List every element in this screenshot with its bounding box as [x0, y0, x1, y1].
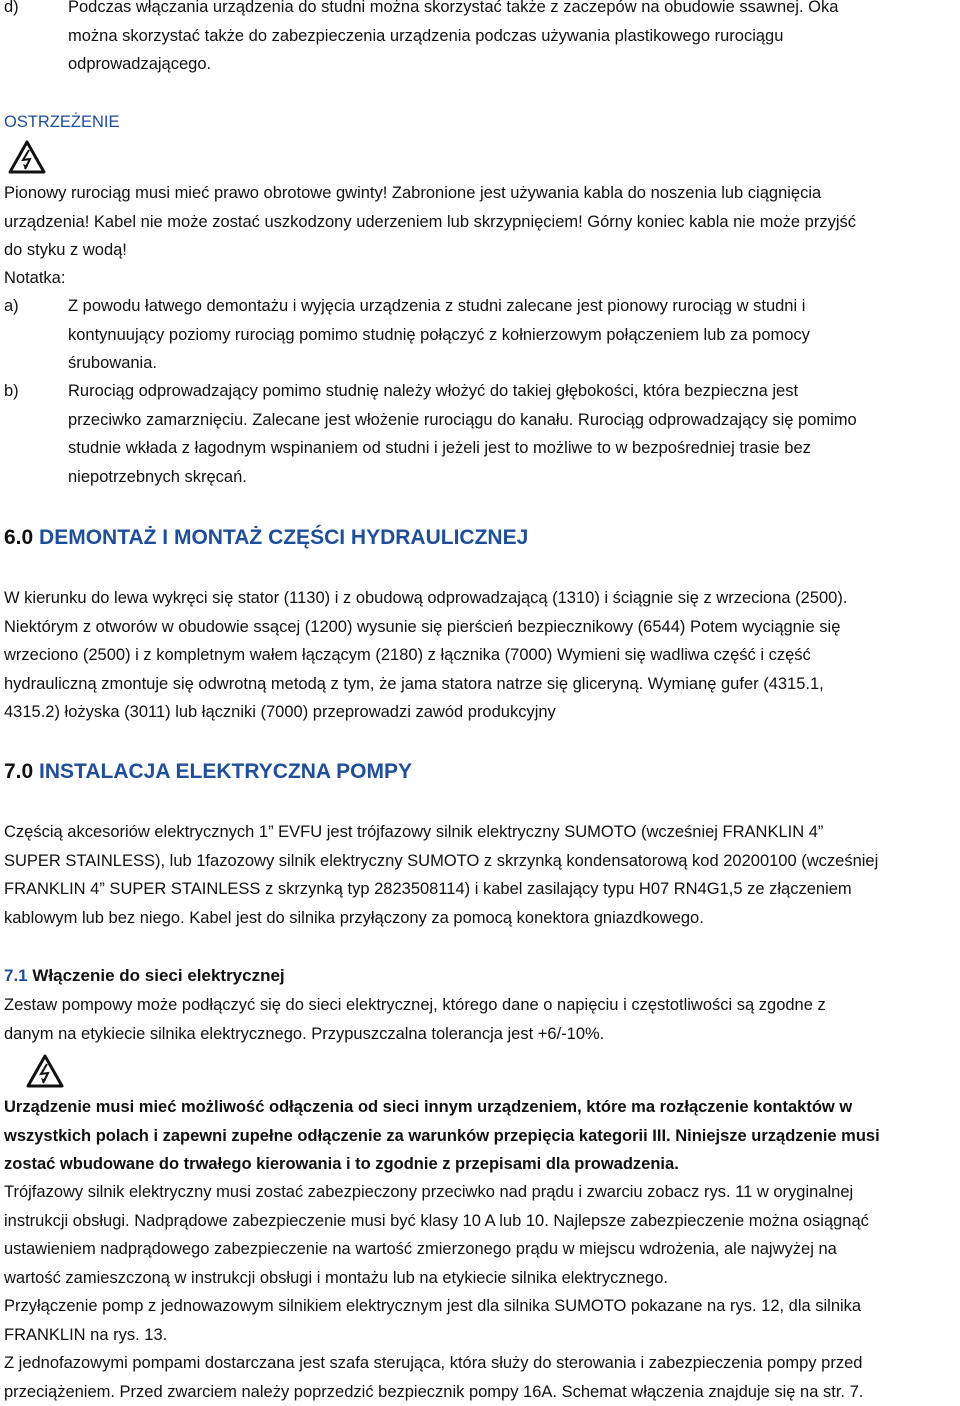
- paragraph-control-box: [4, 1349, 958, 1406]
- text-line: Z powodu łatwego demontażu i wyjęcia urządzenia z studni zalecane jest pionowy rurociąg w studni i: [68, 292, 958, 321]
- bold-warning-text: [4, 1093, 958, 1179]
- text-line: można skorzystać także do zabezpieczenia urządzenia podczas używania plastikowego rurociągu: [68, 22, 958, 51]
- text-line: Z jednofazowymi pompami dostarczana jest szafa sterująca, która służy do sterowania i zabezpieczenia pompy przed: [4, 1349, 958, 1378]
- paragraph-connection: [4, 1292, 958, 1349]
- list-item-a: [38, 292, 958, 378]
- warning-text: [4, 179, 958, 265]
- section-7-heading: [4, 758, 412, 786]
- text-line: śrubowania.: [68, 349, 958, 378]
- text-line: studnie wkłada z łagodnym wspinaniem od studni i jeżeli jest to możliwe to w bezpośredniej trasie bez: [68, 434, 958, 463]
- section-title: Włączenie do sieci elektrycznej: [32, 966, 284, 985]
- text-line: wszystkich polach i zapewni zupełne odłączenie za warunków przepięcia kategorii III. Niniejsze urządzenie musi: [4, 1122, 958, 1151]
- text-line: Rurociąg odprowadzający pomimo studnię należy włożyć do takiej głębokości, która bezpieczna jest: [68, 377, 958, 406]
- section-number: 7.0: [4, 760, 33, 783]
- section-title: DEMONTAŻ I MONTAŻ CZĘŚCI HYDRAULICZNEJ: [39, 526, 528, 549]
- text-line: hydrauliczną zmontuje się odwrotną metodą z tym, że jama statora natrze się gliceryną. Wymianę gufer (4315.1,: [4, 670, 958, 699]
- list-label: d): [4, 0, 19, 22]
- text-line: FRANKLIN na rys. 13.: [4, 1321, 958, 1350]
- section-6-heading: [4, 524, 528, 552]
- text-line: FRANKLIN 4” SUPER STAINLESS z skrzynką typ 2823508114) i kabel zasilający typu H07 RN4G1,5 ze złączeniem: [4, 875, 958, 904]
- section-number: 7.1: [4, 966, 28, 985]
- text-line: W kierunku do lewa wykręci się stator (1130) i z obudową odprowadzającą (1310) i ściągnie się z wrzeciona (2500).: [4, 584, 958, 613]
- text-line: kontynuujący poziomy rurociąg pomimo studnię połączyć z kołnierzowym połączeniem lub za pomocy: [68, 321, 958, 350]
- high-voltage-warning-icon: [8, 140, 46, 174]
- text-line: Podczas włączania urządzenia do studni można skorzystać także z zaczepów na obudowie ssawnej. Oka: [68, 0, 958, 22]
- section-title: INSTALACJA ELEKTRYCZNA POMPY: [39, 760, 412, 783]
- text-line: 4315.2) łożyska (3011) lub łączniki (7000) przeprowadzi zawód produkcyjny: [4, 698, 958, 727]
- text-line: SUPER STAINLESS), lub 1fazozowy silnik elektryczny SUMOTO z skrzynką kondensatorową kod 20200100 (wcześniej: [4, 847, 958, 876]
- list-item-d: [38, 0, 958, 79]
- warning-title: OSTRZEŻENIE: [4, 108, 958, 137]
- text-line: danym na etykiecie silnika elektrycznego. Przypuszczalna tolerancja jest +6/-10%.: [4, 1020, 958, 1049]
- text-line: zostać wbudowane do trwałego kierowania i to zgodnie z przepisami dla prowadzenia.: [4, 1150, 958, 1179]
- text-line: Przyłączenie pomp z jednowazowym silnikiem elektrycznym jest dla silnika SUMOTO pokazane na rys. 12, dla silnika: [4, 1292, 958, 1321]
- text-line: wartość zamieszczoną w instrukcji obsługi i montażu lub na etykiecie silnika elektrycznego.: [4, 1264, 958, 1293]
- text-line: Niektórym z otworów w obudowie ssącej (1200) wysunie się pierścień bezpiecznikowy (6544) Potem wyciągnie się: [4, 613, 958, 642]
- text-line: instrukcji obsługi. Nadprądowe zabezpieczenie musi być klasy 10 A lub 10. Najlepsze zabezpieczenie można osiągnąć: [4, 1207, 958, 1236]
- text-line: urządzenia! Kabel nie może zostać uszkodzony uderzeniem lub skrzypnięciem! Górny koniec kabla nie może przyjść: [4, 208, 958, 237]
- list-label: b): [4, 377, 19, 406]
- list-item-b: [38, 377, 958, 491]
- text-line: niepotrzebnych skręcań.: [68, 463, 958, 492]
- text-line: Urządzenie musi mieć możliwość odłączenia od sieci innym urządzeniem, które ma rozłączenie kontaktów w: [4, 1093, 958, 1122]
- text-line: Częścią akcesoriów elektrycznych 1” EVFU jest trójfazowy silnik elektryczny SUMOTO (wcześniej FRANKLIN 4”: [4, 818, 958, 847]
- text-line: do styku z wodą!: [4, 236, 958, 265]
- text-line: Pionowy rurociąg musi mieć prawo obrotowe gwinty! Zabronione jest używania kabla do noszenia lub ciągnięcia: [4, 179, 958, 208]
- section-6-text: [4, 584, 958, 727]
- list-label: a): [4, 292, 19, 321]
- text-line: wrzeciono (2500) i z kompletnym wałem łączącym (2180) z łącznika (7000) Wymieni się wadliwa część i część: [4, 641, 958, 670]
- text-line: przeciwko zamarznięciu. Zalecane jest włożenie rurociągu do kanału. Rurociąg odprowadzający się pomimo: [68, 406, 958, 435]
- paragraph-overcurrent: [4, 1178, 958, 1292]
- section-7-1-intro: [4, 991, 958, 1048]
- high-voltage-warning-icon: [26, 1054, 64, 1088]
- text-line: Trójfazowy silnik elektryczny musi zostać zabezpieczony przeciwko nad prądu i zwarciu zobacz rys. 11 w oryginalnej: [4, 1178, 958, 1207]
- text-line: odprowadzającego.: [68, 50, 958, 79]
- section-number: 6.0: [4, 526, 33, 549]
- text-line: ustawieniem nadprądowego zabezpieczenie na wartość zmierzonego prądu w miejscu wdrożenia, ale najwyżej na: [4, 1235, 958, 1264]
- text-line: przeciążeniem. Przed zwarciem należy poprzedzić bezpiecznik pompy 16A. Schemat włączenia znajduje się na str. 7.: [4, 1378, 958, 1406]
- text-line: Zestaw pompowy może podłączyć się do sieci elektrycznej, którego dane o napięciu i częstotliwości są zgodne z: [4, 991, 958, 1020]
- text-line: kablowym lub bez niego. Kabel jest do silnika przyłączony za pomocą konektora gniazdkowego.: [4, 904, 958, 933]
- section-7-text: [4, 818, 958, 932]
- section-7-1-heading: [4, 963, 285, 989]
- note-label: Notatka:: [4, 264, 958, 293]
